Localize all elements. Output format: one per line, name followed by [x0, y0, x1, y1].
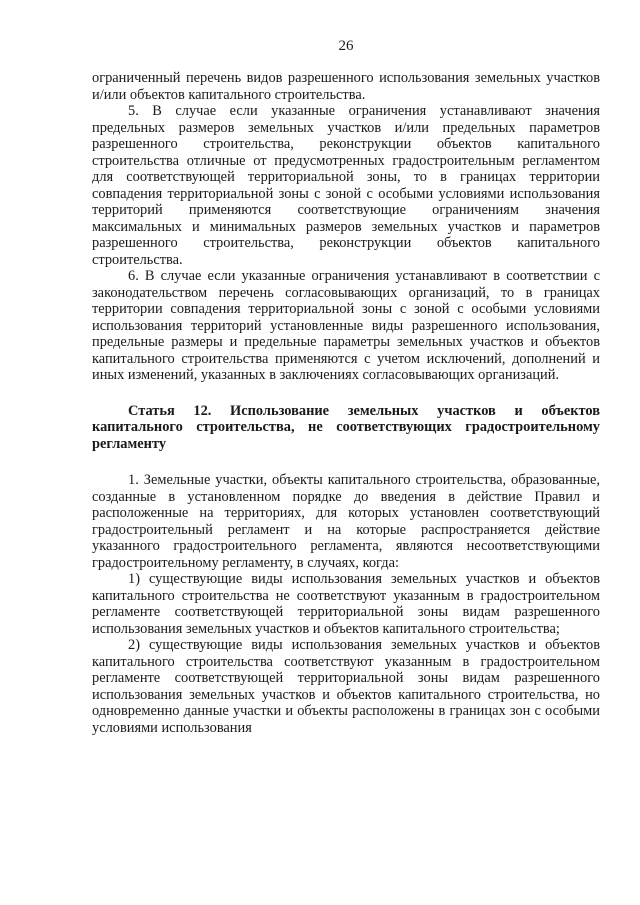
paragraph-continuation: ограниченный перечень видов разрешенного использования земельных участков и/или объектов капитального строительства.: [92, 70, 600, 103]
paragraph-item-5: 5. В случае если указанные ограничения устанавливают значения предельных размеров земельных участков и/или предельных параметров разрешенного строительства, реконструкции объектов капитального строительства отличные от предусмотренных градостроительным регламентом для соответствующей территориальной зоны, то в границах территории совпадения территориальной зоны с зоной с особыми условиями использования территорий применяются соответствующие ограничениям значения максимальных и минимальных размеров земельных участков и параметров разрешенного строительства, реконструкции объектов капитального строительства.: [92, 103, 600, 268]
article-12-heading: Статья 12. Использование земельных участков и объектов капитального строительства, не соответствующих градостроительному регламенту: [92, 402, 600, 452]
article-subitem-1: 1) существующие виды использования земельных участков и объектов капитального строительства не соответствуют указанным в градостроительном регламенте соответствующей территориальной зоны видам разрешенного использования земельных участков и объектов капитального строительства;: [92, 571, 600, 637]
page-number: 26: [338, 38, 354, 54]
paragraph-item-6: 6. В случае если указанные ограничения устанавливают в соответствии с законодательством перечень согласовывающих организаций, то в границах территории совпадения территориальной зоны с зоной с особыми условиями использования территорий установленные виды разрешенного использования, предельные размеры и предельные параметры земельных участков и объектов капитального строительства применяются с учетом исключений, дополнений и иных изменений, указанных в заключениях согласовывающих организаций.: [92, 268, 600, 383]
article-subitem-2: 2) существующие виды использования земельных участков и объектов капитального строительства соответствуют указанным в градостроительном регламенте соответствующей территориальной зоны видам разрешенного использования земельных участков и объектов капитального строительства, но одновременно данные участки и объекты расположены в границах зон с особыми условиями использования: [92, 637, 600, 736]
document-page: [92, 36, 600, 736]
article-paragraph-1: 1. Земельные участки, объекты капитального строительства, образованные, созданные в установленном порядке до введения в действие Правил и расположенные на территориях, для которых установлен соответствующий градостроительный регламент и на которые распространяется действие указанного градостроительного регламента, являются несоответствующими градостроительному регламенту, в случаях, когда:: [92, 472, 600, 571]
